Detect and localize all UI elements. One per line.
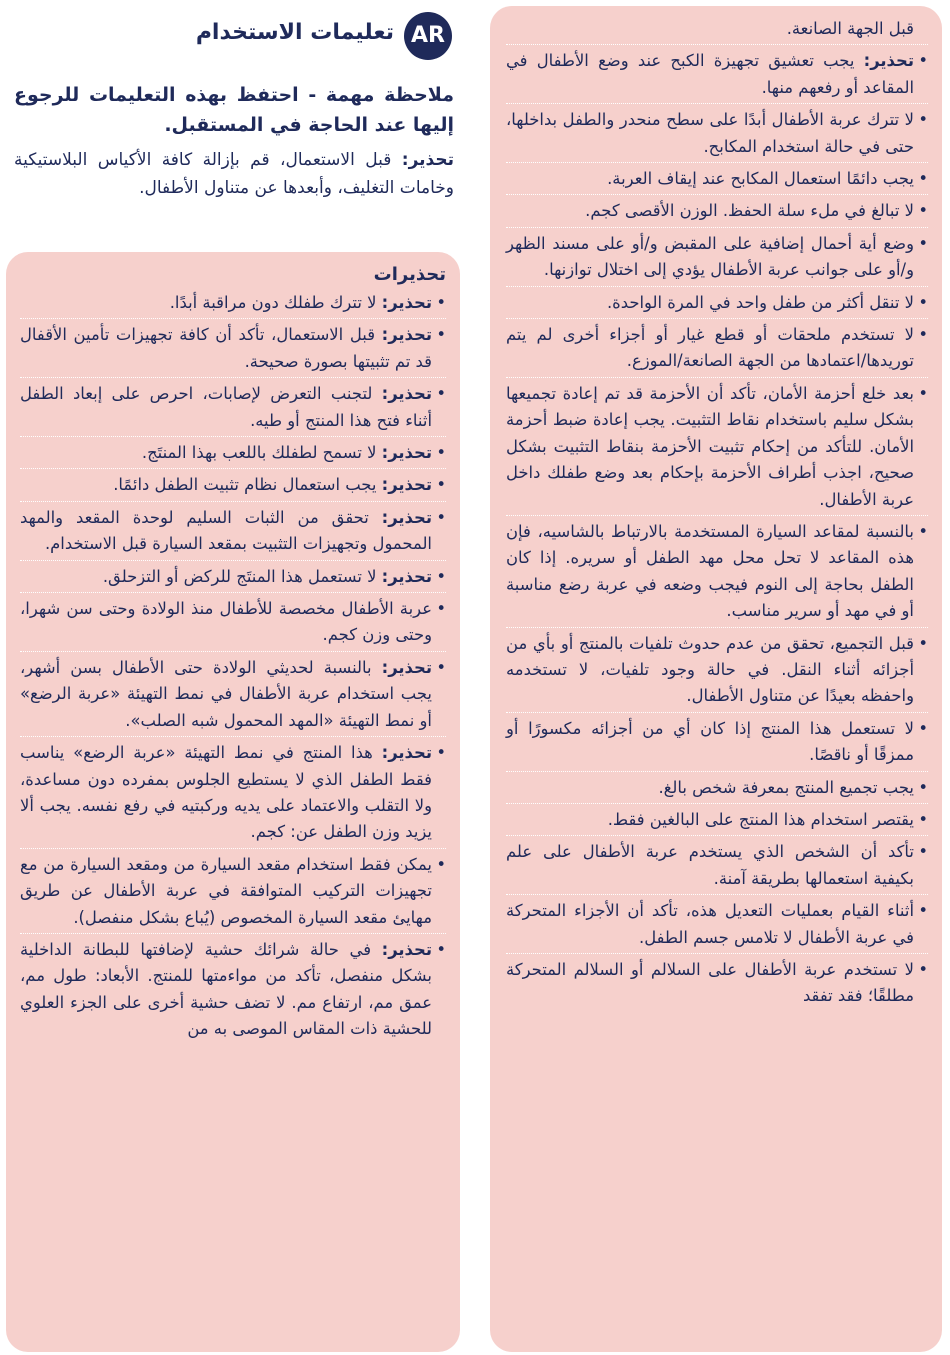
list-item (506, 107, 928, 160)
item-text: يمكن فقط استخدام مقعد السيارة من ومقعد السيارة من مع تجهيزات التركيب المتوافقة في عربة الأطفال عن طريق مهايئ مقعد السيارة المخصوص (يُباع بشكل منفصل). (20, 854, 432, 927)
document-title: تعليمات الاستخدام (195, 20, 394, 45)
item-separator (506, 515, 928, 516)
item-separator (506, 803, 928, 804)
item-text: قبل الجهة الصانعة. (786, 19, 914, 38)
list-item (506, 16, 928, 42)
list-item (506, 381, 928, 513)
warning-label: تحذير: (381, 293, 432, 312)
list-item (20, 937, 446, 1043)
item-text: تأكد أن الشخص الذي يستخدم عربة الأطفال على علم بكيفية استعمالها بطريقة آمنة. (506, 842, 914, 888)
item-separator (506, 318, 928, 319)
item-separator (20, 468, 446, 469)
instructions-panel (490, 6, 942, 1352)
list-item (506, 198, 928, 224)
item-separator (506, 227, 928, 228)
item-text: يقتصر استخدام هذا المنتج على البالغين فقط. (607, 809, 914, 829)
list-item (20, 596, 446, 649)
item-text: بالنسبة لمقاعد السيارة المستخدمة بالارتباط بالشاسيه، فإن هذه المقاعد لا تحل محل مهد الطفل أو سريره. إذا كان الطفل بحاجة إلى النوم فيجب وضعه في عربة رضع مناسبة أو في مهد أو سرير مناسب. (506, 521, 914, 621)
item-separator (506, 835, 928, 836)
list-item (20, 505, 446, 558)
list-item (20, 564, 446, 590)
list-item (20, 440, 446, 466)
item-text: لا تترك عربة الأطفال أبدًا على سطح منحدر والطفل بداخلها، حتى في حالة استخدام المكابح. (506, 110, 914, 156)
warning-label: تحذير: (381, 507, 432, 527)
list-item (20, 381, 446, 434)
list-item (20, 740, 446, 846)
item-separator (506, 286, 928, 287)
list-item (506, 775, 928, 801)
item-separator (20, 592, 446, 593)
item-separator (506, 44, 928, 45)
item-separator (506, 953, 928, 954)
list-item (506, 716, 928, 769)
item-text: أثناء القيام بعمليات التعديل هذه، تأكد أن الأجزاء المتحركة في عربة الأطفال لا تلامس جسم الطفل. (506, 901, 914, 947)
item-separator (506, 103, 928, 104)
warning-label: تحذير: (381, 325, 432, 345)
item-text: لا تبالغ في ملء سلة الحفظ. الوزن الأقصى كجم. (585, 201, 914, 221)
list-item (20, 322, 446, 375)
list-item (506, 322, 928, 375)
item-text: لتجنب التعرض لإصابات، احرص على إبعاد الطفل أثناء فتح هذا المنتج أو طيه. (20, 384, 432, 430)
item-text: في حالة شرائك حشية لإضافتها للبطانة الداخلية بشكل منفصل، تأكد من مواءمتها للمنتج. الأبعاد: طول مم، عمق مم، ارتفاع مم. لا تضف حشية أخرى على الجزء العلوي للحشية ذات المقاس الموصى به من (20, 939, 432, 1039)
item-text: يجب دائمًا استعمال المكابح عند إيقاف العربة. (607, 169, 914, 189)
warning-label: تحذير: (381, 475, 432, 495)
warning-label: تحذير: (381, 443, 432, 463)
list-item (20, 655, 446, 734)
warnings-list (20, 290, 446, 1043)
item-text: قبل الاستعمال، تأكد أن كافة تجهيزات تأمين الأقفال قد تم تثبيتها بصورة صحيحة. (20, 325, 432, 371)
warning-label: تحذير: (381, 566, 432, 586)
list-item (506, 807, 928, 833)
item-separator (506, 894, 928, 895)
item-text: بعد خلع أحزمة الأمان، تأكد أن الأحزمة قد تم إعادة تجميعها بشكل سليم باستخدام نقاط التثبيت. يجب إعادة ضبط أحزمة الأمان. للتأكد من إحكام تثبيت الأحزمة بنقاط التثبيت بشكل صحيح، اجذب أطراف الأحزمة بإحكام بعد وضع طفلك داخل عربة الأطفال. (506, 383, 914, 509)
item-separator (20, 318, 446, 319)
list-item (20, 472, 446, 498)
item-text: قبل التجميع، تحقق من عدم حدوث تلفيات بالمنتج أو بأي من أجزائه أثناء النقل. في حالة وجود تلفيات، لا تستخدمه واحفظه بعيدًا عن متناول الأطفال. (506, 633, 914, 706)
item-text: تحقق من الثبات السليم لوحدة المقعد والمهد المحمول وتجهيزات التثبيت بمقعد السيارة قبل الاستخدام. (20, 507, 432, 554)
item-separator (506, 162, 928, 163)
warnings-heading: تحذيرات (373, 264, 446, 285)
warnings-panel (6, 252, 460, 1352)
list-item (506, 166, 928, 192)
item-separator (506, 712, 928, 713)
warning-text: قبل الاستعمال، قم بإزالة كافة الأكياس البلاستيكية وخامات التغليف، وأبعدها عن متناول الأطفال. (14, 150, 454, 198)
item-separator (20, 560, 446, 561)
item-separator (20, 736, 446, 737)
list-item (506, 957, 928, 1010)
item-text: بالنسبة لحديثي الولادة حتى الأطفال بسن أشهر، يجب استخدام عربة الأطفال في نمط التهيئة «عربة الرضع» أو نمط التهيئة «المهد المحمول شبه الصلب». (20, 657, 432, 730)
item-text: هذا المنتج في نمط التهيئة «عربة الرضع» يناسب فقط الطفل الذي لا يستطيع الجلوس بمفرده دون مساعدة، ولا التقلب والاعتماد على يديه وركبتيه في رفع نفسه. يجب ألا يزيد وزن الطفل عن: كجم. (20, 743, 432, 842)
item-text: لا تستخدم ملحقات أو قطع غيار أو أجزاء أخرى لم يتم توريدها/اعتمادها من الجهة الصانعة/الموزع. (506, 325, 914, 371)
list-item (506, 631, 928, 710)
list-item (20, 290, 446, 316)
item-separator (20, 377, 446, 378)
warning-label: تحذير: (381, 939, 432, 959)
warning-label: تحذير: (381, 384, 432, 404)
item-text: عربة الأطفال مخصصة للأطفال منذ الولادة وحتى سن شهرا، وحتى وزن كجم. (20, 599, 432, 645)
list-item (506, 48, 928, 101)
list-item (506, 231, 928, 284)
item-separator (506, 194, 928, 195)
warning-label: تحذير: (381, 657, 432, 677)
item-separator (506, 627, 928, 628)
item-text: لا تنقل أكثر من طفل واحد في المرة الواحدة. (606, 292, 914, 312)
item-separator (506, 377, 928, 378)
item-separator (20, 501, 446, 502)
item-text: لا تسمح لطفلك باللعب بهذا المنتَج. (141, 443, 382, 463)
item-text: لا تستعمل هذا المنتج إذا كان أي من أجزائه مكسورًا أو ممزقًا أو ناقصًا. (506, 718, 914, 765)
item-text: وضع أية أحمال إضافية على المقبض و/أو على مسند الظهر و/أو على جوانب عربة الأطفال يؤدي إلى اختلال توازنها. (506, 233, 914, 280)
item-separator (20, 933, 446, 934)
intro-warning (14, 146, 454, 202)
item-text: لا تستعمل هذا المنتَج للركض أو التزحلق. (102, 566, 382, 586)
item-separator (20, 436, 446, 437)
header (14, 6, 454, 246)
list-item (506, 290, 928, 316)
list-item (506, 898, 928, 951)
item-separator (506, 771, 928, 772)
warning-label: تحذير: (401, 150, 454, 170)
instructions-list (506, 16, 928, 1010)
item-separator (20, 651, 446, 652)
warning-label: تحذير: (381, 743, 432, 763)
item-separator (20, 848, 446, 849)
item-text: يجب تجميع المنتج بمعرفة شخص بالغ. (658, 777, 914, 797)
item-text: لا تترك طفلك دون مراقبة أبدًا. (169, 293, 382, 312)
warning-label: تحذير: (863, 51, 914, 71)
important-note: ملاحظة مهمة - احتفظ بهذه التعليمات للرجوع إليها عند الحاجة في المستقبل. (14, 84, 454, 136)
item-text: يجب تعشيق تجهيزة الكبح عند وضع الأطفال في المقاعد أو رفعهم منها. (506, 51, 914, 97)
item-text: لا تستخدم عربة الأطفال على السلالم أو السلالم المتحركة مطلقًا؛ فقد تفقد (506, 960, 914, 1006)
item-text: يجب استعمال نظام تثبيت الطفل دائمًا. (113, 475, 382, 495)
list-item (20, 852, 446, 931)
language-badge: AR (404, 12, 452, 60)
list-item (506, 519, 928, 625)
list-item (506, 839, 928, 892)
